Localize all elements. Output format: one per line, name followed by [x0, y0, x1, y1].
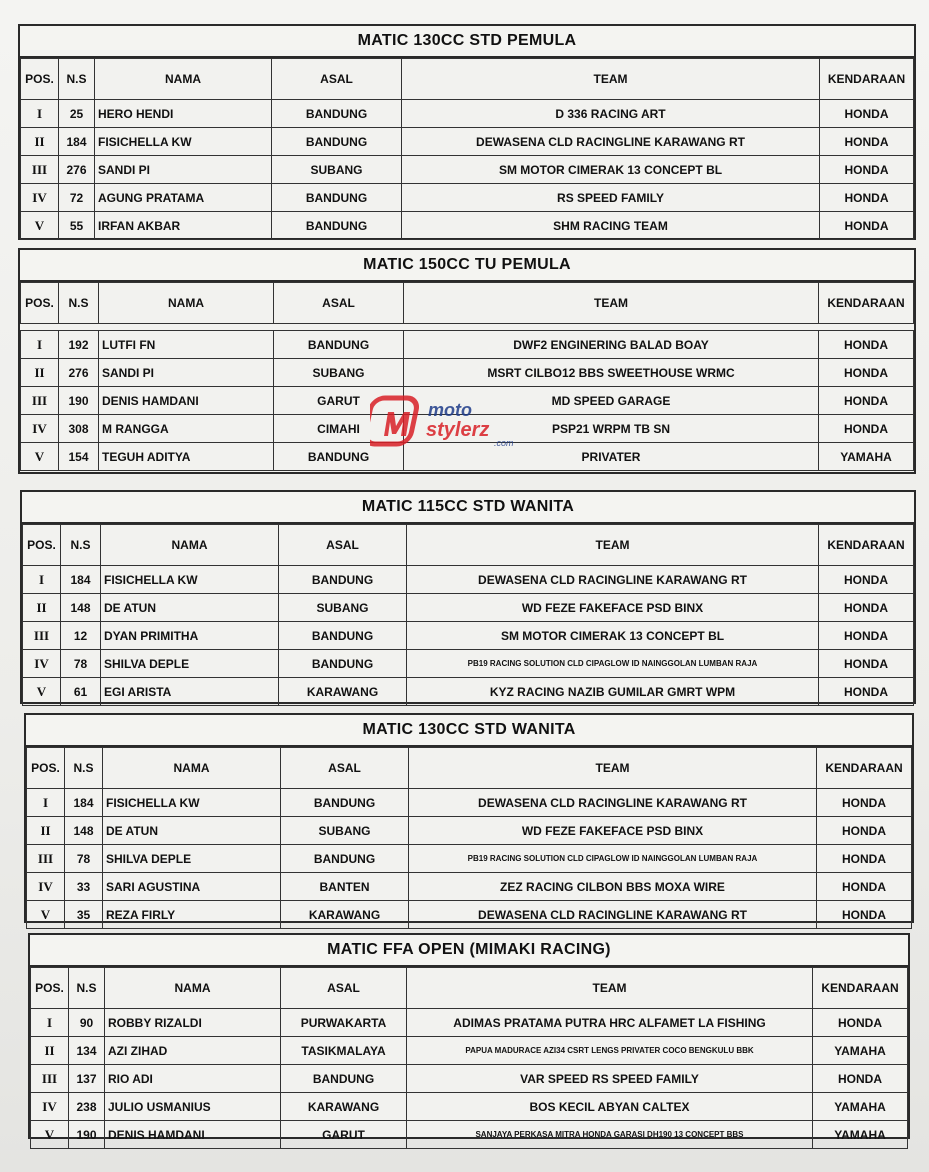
asal-cell: BANDUNG — [279, 622, 407, 650]
header-nama: NAMA — [99, 283, 274, 324]
nama-cell: SARI AGUSTINA — [103, 873, 281, 901]
header-kendaraan: KENDARAAN — [820, 59, 914, 100]
pos-cell: II — [23, 594, 61, 622]
section-title: MATIC 130CC STD PEMULA — [20, 26, 914, 58]
ns-cell: 33 — [65, 873, 103, 901]
table-row — [21, 331, 914, 359]
table-row — [27, 789, 912, 817]
asal-cell: BANDUNG — [272, 100, 402, 128]
kendaraan-cell: HONDA — [819, 622, 914, 650]
pos-cell: III — [31, 1065, 69, 1093]
asal-cell: BANDUNG — [272, 128, 402, 156]
ns-cell: 90 — [69, 1009, 105, 1037]
ns-cell: 61 — [61, 678, 101, 706]
kendaraan-cell: HONDA — [813, 1009, 908, 1037]
kendaraan-cell: HONDA — [819, 650, 914, 678]
asal-cell: KARAWANG — [279, 678, 407, 706]
asal-cell: CIMAHI — [274, 415, 404, 443]
team-cell: SHM RACING TEAM — [402, 212, 820, 240]
asal-cell: GARUT — [281, 1121, 407, 1149]
table-row — [31, 1121, 908, 1149]
section-matic-130cc-std-pemula — [18, 24, 916, 240]
ns-cell: 35 — [65, 901, 103, 929]
nama-cell: DE ATUN — [103, 817, 281, 845]
asal-cell: KARAWANG — [281, 901, 409, 929]
kendaraan-cell: HONDA — [820, 156, 914, 184]
team-cell: SM MOTOR CIMERAK 13 CONCEPT BL — [402, 156, 820, 184]
team-cell: PB19 RACING SOLUTION CLD CIPAGLOW ID NAINGGOLAN LUMBAN RAJA — [409, 845, 817, 873]
header-ns: N.S — [59, 283, 99, 324]
team-cell: DEWASENA CLD RACINGLINE KARAWANG RT — [407, 566, 819, 594]
header-nama: NAMA — [105, 968, 281, 1009]
team-cell: D 336 RACING ART — [402, 100, 820, 128]
nama-cell: ROBBY RIZALDI — [105, 1009, 281, 1037]
ns-cell: 78 — [61, 650, 101, 678]
motostylerz-watermark-logo — [370, 392, 550, 452]
nama-cell: REZA FIRLY — [103, 901, 281, 929]
header-ns: N.S — [65, 748, 103, 789]
header-pos: POS. — [23, 525, 61, 566]
nama-cell: DYAN PRIMITHA — [101, 622, 279, 650]
asal-cell: BANDUNG — [281, 845, 409, 873]
asal-cell: KARAWANG — [281, 1093, 407, 1121]
ns-cell: 137 — [69, 1065, 105, 1093]
team-cell: WD FEZE FAKEFACE PSD BINX — [407, 594, 819, 622]
team-cell: DEWASENA CLD RACINGLINE KARAWANG RT — [402, 128, 820, 156]
header-team: TEAM — [409, 748, 817, 789]
kendaraan-cell: HONDA — [819, 566, 914, 594]
header-team: TEAM — [407, 968, 813, 1009]
table-row — [31, 1037, 908, 1065]
table-row — [31, 1093, 908, 1121]
asal-cell: BANDUNG — [274, 331, 404, 359]
asal-cell: BANDUNG — [279, 650, 407, 678]
ns-cell: 134 — [69, 1037, 105, 1065]
nama-cell: FISICHELLA KW — [103, 789, 281, 817]
table-header-row — [23, 525, 914, 566]
pos-cell: V — [23, 678, 61, 706]
kendaraan-cell: YAMAHA — [819, 443, 914, 471]
table-header-row — [27, 748, 912, 789]
team-cell: SANJAYA PERKASA MITRA HONDA GARASI DH190 13 CONCEPT BBS — [407, 1121, 813, 1149]
nama-cell: SHILVA DEPLE — [101, 650, 279, 678]
table-row — [27, 873, 912, 901]
section-title: MATIC 150CC TU PEMULA — [20, 250, 914, 282]
nama-cell: M RANGGA — [99, 415, 274, 443]
kendaraan-cell: HONDA — [820, 100, 914, 128]
header-asal: ASAL — [281, 968, 407, 1009]
kendaraan-cell: HONDA — [819, 678, 914, 706]
nama-cell: SANDI PI — [99, 359, 274, 387]
team-cell: DWF2 ENGINERING BALAD BOAY — [404, 331, 819, 359]
header-kendaraan: KENDARAAN — [813, 968, 908, 1009]
table-row — [27, 901, 912, 929]
ns-cell: 148 — [61, 594, 101, 622]
table-row — [23, 622, 914, 650]
header-ns: N.S — [69, 968, 105, 1009]
nama-cell: TEGUH ADITYA — [99, 443, 274, 471]
watermark-word-1: moto — [428, 400, 472, 420]
header-kendaraan: KENDARAAN — [819, 283, 914, 324]
kendaraan-cell: HONDA — [817, 873, 912, 901]
asal-cell: PURWAKARTA — [281, 1009, 407, 1037]
asal-cell: BANDUNG — [274, 443, 404, 471]
table-row — [31, 1009, 908, 1037]
section-matic-115cc-std-wanita — [20, 490, 916, 704]
team-cell: VAR SPEED RS SPEED FAMILY — [407, 1065, 813, 1093]
pos-cell: IV — [23, 650, 61, 678]
ns-cell: 148 — [65, 817, 103, 845]
pos-cell: I — [23, 566, 61, 594]
pos-cell: IV — [27, 873, 65, 901]
pos-cell: IV — [31, 1093, 69, 1121]
asal-cell: BANDUNG — [281, 789, 409, 817]
asal-cell: BANTEN — [281, 873, 409, 901]
header-team: TEAM — [407, 525, 819, 566]
asal-cell: BANDUNG — [272, 212, 402, 240]
asal-cell: SUBANG — [272, 156, 402, 184]
nama-cell: AGUNG PRATAMA — [95, 184, 272, 212]
header-asal: ASAL — [279, 525, 407, 566]
asal-cell: TASIKMALAYA — [281, 1037, 407, 1065]
team-cell: MSRT CILBO12 BBS SWEETHOUSE WRMC — [404, 359, 819, 387]
ns-cell: 308 — [59, 415, 99, 443]
ns-cell: 192 — [59, 331, 99, 359]
header-ns: N.S — [59, 59, 95, 100]
results-table — [20, 58, 914, 240]
pos-cell: I — [21, 100, 59, 128]
header-nama: NAMA — [101, 525, 279, 566]
team-cell: PAPUA MADURACE AZI34 CSRT LENGS PRIVATER COCO BENGKULU BBK — [407, 1037, 813, 1065]
pos-cell: V — [21, 212, 59, 240]
kendaraan-cell: HONDA — [817, 789, 912, 817]
team-cell: ZEZ RACING CILBON BBS MOXA WIRE — [409, 873, 817, 901]
pos-cell: III — [21, 387, 59, 415]
nama-cell: DE ATUN — [101, 594, 279, 622]
kendaraan-cell: HONDA — [817, 817, 912, 845]
pos-cell: V — [27, 901, 65, 929]
ns-cell: 190 — [69, 1121, 105, 1149]
ns-cell: 184 — [61, 566, 101, 594]
kendaraan-cell: HONDA — [813, 1065, 908, 1093]
nama-cell: LUTFI FN — [99, 331, 274, 359]
table-row — [27, 845, 912, 873]
table-header-row — [21, 283, 914, 324]
table-row — [21, 156, 914, 184]
team-cell: ADIMAS PRATAMA PUTRA HRC ALFAMET LA FISHING — [407, 1009, 813, 1037]
ns-cell: 276 — [59, 359, 99, 387]
header-asal: ASAL — [274, 283, 404, 324]
nama-cell: RIO ADI — [105, 1065, 281, 1093]
nama-cell: FISICHELLA KW — [95, 128, 272, 156]
table-row — [21, 212, 914, 240]
table-row — [27, 817, 912, 845]
header-asal: ASAL — [272, 59, 402, 100]
team-cell: DEWASENA CLD RACINGLINE KARAWANG RT — [409, 789, 817, 817]
pos-cell: II — [21, 128, 59, 156]
section-title: MATIC 115CC STD WANITA — [22, 492, 914, 524]
kendaraan-cell: HONDA — [820, 212, 914, 240]
ns-cell: 184 — [59, 128, 95, 156]
nama-cell: FISICHELLA KW — [101, 566, 279, 594]
section-matic-ffa-open — [28, 933, 910, 1142]
pos-cell: I — [21, 331, 59, 359]
nama-cell: SHILVA DEPLE — [103, 845, 281, 873]
team-cell: MD SPEED GARAGE — [404, 387, 819, 415]
ns-cell: 78 — [65, 845, 103, 873]
asal-cell: GARUT — [274, 387, 404, 415]
kendaraan-cell: HONDA — [819, 331, 914, 359]
team-cell: SM MOTOR CIMERAK 13 CONCEPT BL — [407, 622, 819, 650]
kendaraan-cell: HONDA — [819, 415, 914, 443]
table-row — [31, 1065, 908, 1093]
kendaraan-cell: YAMAHA — [813, 1037, 908, 1065]
pos-cell: V — [21, 443, 59, 471]
asal-cell: SUBANG — [281, 817, 409, 845]
table-row — [21, 100, 914, 128]
header-team: TEAM — [402, 59, 820, 100]
header-pos: POS. — [27, 748, 65, 789]
kendaraan-cell: HONDA — [817, 845, 912, 873]
asal-cell: SUBANG — [279, 594, 407, 622]
table-row — [23, 650, 914, 678]
ns-cell: 12 — [61, 622, 101, 650]
team-cell: KYZ RACING NAZIB GUMILAR GMRT WPM — [407, 678, 819, 706]
kendaraan-cell: HONDA — [820, 184, 914, 212]
nama-cell: DENIS HAMDANI — [105, 1121, 281, 1149]
nama-cell: EGI ARISTA — [101, 678, 279, 706]
ns-cell: 184 — [65, 789, 103, 817]
nama-cell: DENIS HAMDANI — [99, 387, 274, 415]
table-row — [23, 594, 914, 622]
team-cell: WD FEZE FAKEFACE PSD BINX — [409, 817, 817, 845]
ns-cell: 154 — [59, 443, 99, 471]
section-title: MATIC 130CC STD WANITA — [26, 715, 912, 747]
header-nama: NAMA — [103, 748, 281, 789]
pos-cell: II — [21, 359, 59, 387]
header-pos: POS. — [31, 968, 69, 1009]
header-kendaraan: KENDARAAN — [819, 525, 914, 566]
header-nama: NAMA — [95, 59, 272, 100]
asal-cell: BANDUNG — [279, 566, 407, 594]
pos-cell: IV — [21, 415, 59, 443]
pos-cell: I — [31, 1009, 69, 1037]
header-kendaraan: KENDARAAN — [817, 748, 912, 789]
kendaraan-cell: HONDA — [819, 387, 914, 415]
pos-cell: IV — [21, 184, 59, 212]
header-ns: N.S — [61, 525, 101, 566]
kendaraan-cell: HONDA — [820, 128, 914, 156]
results-table — [22, 524, 914, 706]
results-table — [30, 967, 908, 1149]
ns-cell: 190 — [59, 387, 99, 415]
header-pos: POS. — [21, 283, 59, 324]
ns-cell: 55 — [59, 212, 95, 240]
team-cell: PRIVATER — [404, 443, 819, 471]
kendaraan-cell: HONDA — [819, 359, 914, 387]
team-cell: PSP21 WRPM TB SN — [404, 415, 819, 443]
section-matic-130cc-std-wanita — [24, 713, 914, 923]
nama-cell: JULIO USMANIUS — [105, 1093, 281, 1121]
nama-cell: SANDI PI — [95, 156, 272, 184]
table-header-row — [21, 59, 914, 100]
table-row — [23, 566, 914, 594]
kendaraan-cell: YAMAHA — [813, 1093, 908, 1121]
team-cell: RS SPEED FAMILY — [402, 184, 820, 212]
header-asal: ASAL — [281, 748, 409, 789]
results-table — [26, 747, 912, 929]
team-cell: DEWASENA CLD RACINGLINE KARAWANG RT — [409, 901, 817, 929]
ns-cell: 72 — [59, 184, 95, 212]
nama-cell: HERO HENDI — [95, 100, 272, 128]
table-row — [23, 678, 914, 706]
ns-cell: 238 — [69, 1093, 105, 1121]
table-row — [21, 128, 914, 156]
team-cell: BOS KECIL ABYAN CALTEX — [407, 1093, 813, 1121]
table-header-row — [31, 968, 908, 1009]
pos-cell: II — [31, 1037, 69, 1065]
pos-cell: III — [21, 156, 59, 184]
asal-cell: BANDUNG — [281, 1065, 407, 1093]
ns-cell: 25 — [59, 100, 95, 128]
kendaraan-cell: YAMAHA — [813, 1121, 908, 1149]
header-team: TEAM — [404, 283, 819, 324]
table-row — [21, 184, 914, 212]
pos-cell: V — [31, 1121, 69, 1149]
kendaraan-cell: HONDA — [819, 594, 914, 622]
pos-cell: III — [27, 845, 65, 873]
pos-cell: I — [27, 789, 65, 817]
watermark-word-3: .com — [494, 438, 514, 448]
ns-cell: 276 — [59, 156, 95, 184]
kendaraan-cell: HONDA — [817, 901, 912, 929]
asal-cell: SUBANG — [274, 359, 404, 387]
watermark-word-2: stylerz — [426, 419, 490, 441]
team-cell: PB19 RACING SOLUTION CLD CIPAGLOW ID NAINGGOLAN LUMBAN RAJA — [407, 650, 819, 678]
nama-cell: IRFAN AKBAR — [95, 212, 272, 240]
asal-cell: BANDUNG — [272, 184, 402, 212]
header-pos: POS. — [21, 59, 59, 100]
pos-cell: II — [27, 817, 65, 845]
table-row — [21, 359, 914, 387]
pos-cell: III — [23, 622, 61, 650]
nama-cell: AZI ZIHAD — [105, 1037, 281, 1065]
section-title: MATIC FFA OPEN (MIMAKI RACING) — [30, 935, 908, 967]
